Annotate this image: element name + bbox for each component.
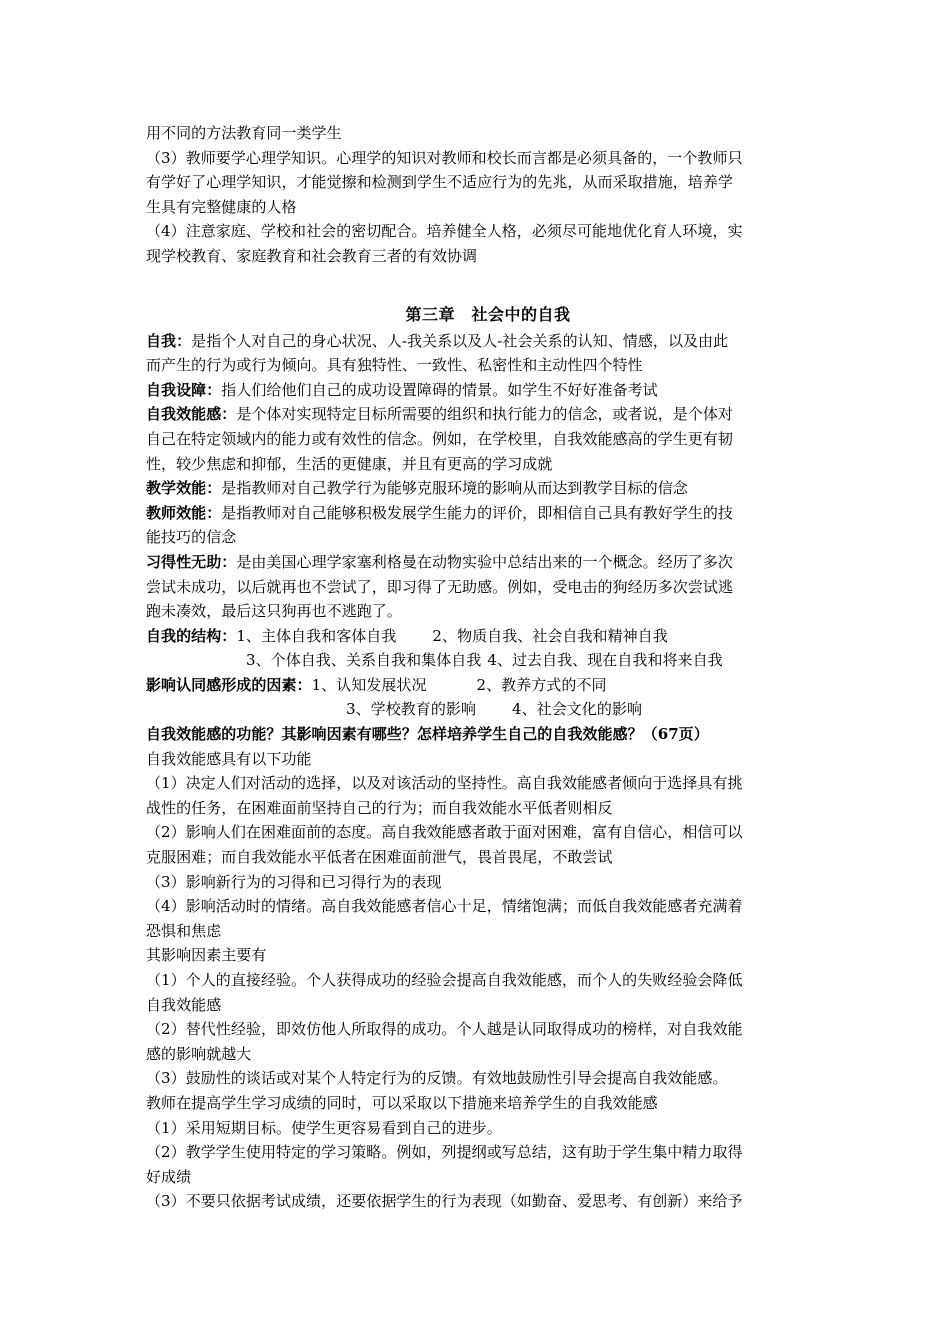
text-line: 其影响因素主要有 (146, 946, 267, 965)
text-line: （1）个人的直接经验。个人获得成功的经验会提高自我效能感，而个人的失败经验会降低 (146, 971, 743, 989)
definition-text: 指人们给他们自己的成功设置障碍的情景。如学生不好好准备考试 (221, 380, 658, 399)
definition-teaching-efficacy (146, 476, 830, 501)
text-line: （3）不要只依据考试成绩，还要依据学生的行为表现（如勤奋、爱思考、有创新）来给予 (146, 1192, 743, 1211)
text-line: 自我效能感 (146, 995, 222, 1014)
text-line: （3）教师要学心理学知识。心理学的知识对教师和校长而言都是必须具备的，一个教师只 (146, 148, 743, 167)
list-item: 3、个体自我、关系自我和集体自我 (246, 651, 482, 670)
text-line: （2）替代性经验，即效仿他人所取得的成功。个人越是认同取得成功的榜样，对自我效能 (146, 1020, 743, 1039)
term-label: 教师效能： (146, 503, 222, 522)
question-section (146, 722, 830, 1214)
text-line: （4）影响活动时的情绪。高自我效能感者信心十足，情绪饱满；而低自我效能感者充满着 (146, 897, 743, 916)
text-line: 克服困难；而自我效能水平低者在困难面前泄气，畏首畏尾，不敢尝试 (146, 848, 613, 867)
term-label: 习得性无助： (146, 552, 237, 571)
definition-self (146, 329, 830, 354)
term-label: 自我设障： (146, 380, 222, 399)
definitions-section (146, 329, 830, 624)
section-gap (146, 269, 830, 301)
list-item: 4、过去自我、现在自我和将来自我 (487, 651, 723, 670)
text-line: 好成绩 (146, 1167, 192, 1186)
list-item: 1、认知发展状况 (311, 675, 427, 694)
definition-text: 是指教师对自己教学行为能够克服环境的影响从而达到教学目标的信念 (221, 479, 688, 498)
text-line: 跑未凑效，最后这只狗再也不逃跑了。 (146, 602, 402, 621)
text-line: 教师在提高学生学习成绩的同时，可以采取以下措施来培养学生的自我效能感 (146, 1093, 658, 1112)
identity-factors-section (146, 673, 830, 722)
chapter-title: 第三章 社会中的自我 (405, 304, 571, 324)
text-line: （1）决定人们对活动的选择，以及对该活动的坚持性。高自我效能感者倾向于选择具有挑 (146, 774, 743, 793)
text-line: 自我效能感具有以下功能 (146, 749, 312, 768)
intro-section (146, 121, 830, 269)
list-item: 2、教养方式的不同 (476, 675, 607, 694)
list-item: 1、主体自我和客体自我 (236, 626, 397, 645)
text-line: （2）教学学生使用特定的学习策略。例如，列提纲或写总结，这有助于学生集中精力取得 (146, 1143, 743, 1162)
identity-line-1 (146, 673, 830, 698)
structure-line-2 (146, 648, 830, 673)
text-line: （1）采用短期目标。使学生更容易看到自己的进步。 (146, 1118, 502, 1137)
definition-self-efficacy (146, 402, 830, 427)
term-label: 自我的结构： (146, 626, 237, 645)
text-line: 性，较少焦虑和抑郁，生活的更健康，并且有更高的学习成就 (146, 454, 553, 473)
text-line: 现学校教育、家庭教育和社会教育三者的有效协调 (146, 246, 478, 265)
text-line: （3）鼓励性的谈话或对某个人特定行为的反馈。有效地鼓励性引导会提高自我效能感。 (146, 1069, 728, 1088)
text-line: 生具有完整健康的人格 (146, 197, 297, 216)
text-line: （2）影响人们在困难面前的态度。高自我效能感者敢于面对困难，富有自信心，相信可以 (146, 823, 743, 842)
list-item: 3、学校教育的影响 (346, 700, 476, 719)
text-line: 恐惧和焦虑 (146, 921, 222, 940)
term-label: 影响认同感形成的因素： (146, 675, 312, 694)
definition-text: 是指个人对自己的身心状况、人-我关系以及人-社会关系的认知、情感，以及由此 (191, 331, 729, 350)
text-line: 有学好了心理学知识，才能觉擦和检测到学生不适应行为的先兆，从而采取措施，培养学 (146, 173, 733, 192)
text-line: （3）影响新行为的习得和已习得行为的表现 (146, 872, 442, 891)
definition-text: 是个体对实现特定目标所需要的组织和执行能力的信念，或者说，是个体对 (236, 405, 733, 424)
text-line: 尝试未成功，以后就再也不尝试了，即习得了无助感。例如，受电击的狗经历多次尝试逃 (146, 577, 733, 596)
list-item: 4、社会文化的影响 (512, 700, 642, 719)
term-label: 自我： (146, 331, 192, 350)
definition-text: 是指教师对自己能够积极发展学生能力的评价，即相信自己具有教好学生的技 (221, 503, 733, 522)
text-line: 能技巧的信念 (146, 528, 237, 547)
term-label: 教学效能： (146, 479, 222, 498)
list-item: 2、物质自我、社会自我和精神自我 (432, 626, 668, 645)
text-line: 战性的任务，在困难面前坚持自己的行为；而自我效能水平低者则相反 (146, 798, 613, 817)
structure-line-1 (146, 624, 830, 649)
definition-teacher-efficacy (146, 501, 830, 526)
text-line: 感的影响就越大 (146, 1044, 252, 1063)
text-line: 自己在特定领域内的能力或有效性的信念。例如，在学校里，自我效能感高的学生更有韧 (146, 429, 733, 448)
text-line: 而产生的行为或行为倾向。具有独特性、一致性、私密性和主动性四个特性 (146, 356, 643, 375)
self-structure-section (146, 624, 830, 673)
text-line: 用不同的方法教育同一类学生 (146, 124, 342, 142)
question-heading: 自我效能感的功能？其影响因素有哪些？怎样培养学生自己的自我效能感？（67页） (146, 725, 709, 744)
identity-line-2 (146, 697, 830, 722)
definition-self-handicapping (146, 378, 830, 403)
text-line: （4）注意家庭、学校和社会的密切配合。培养健全人格，必须尽可能地优化育人环境，实 (146, 222, 743, 241)
term-label: 自我效能感： (146, 405, 237, 424)
definition-learned-helplessness (146, 550, 830, 575)
definition-text: 是由美国心理学家塞利格曼在动物实验中总结出来的一个概念。经历了多次 (236, 552, 733, 571)
